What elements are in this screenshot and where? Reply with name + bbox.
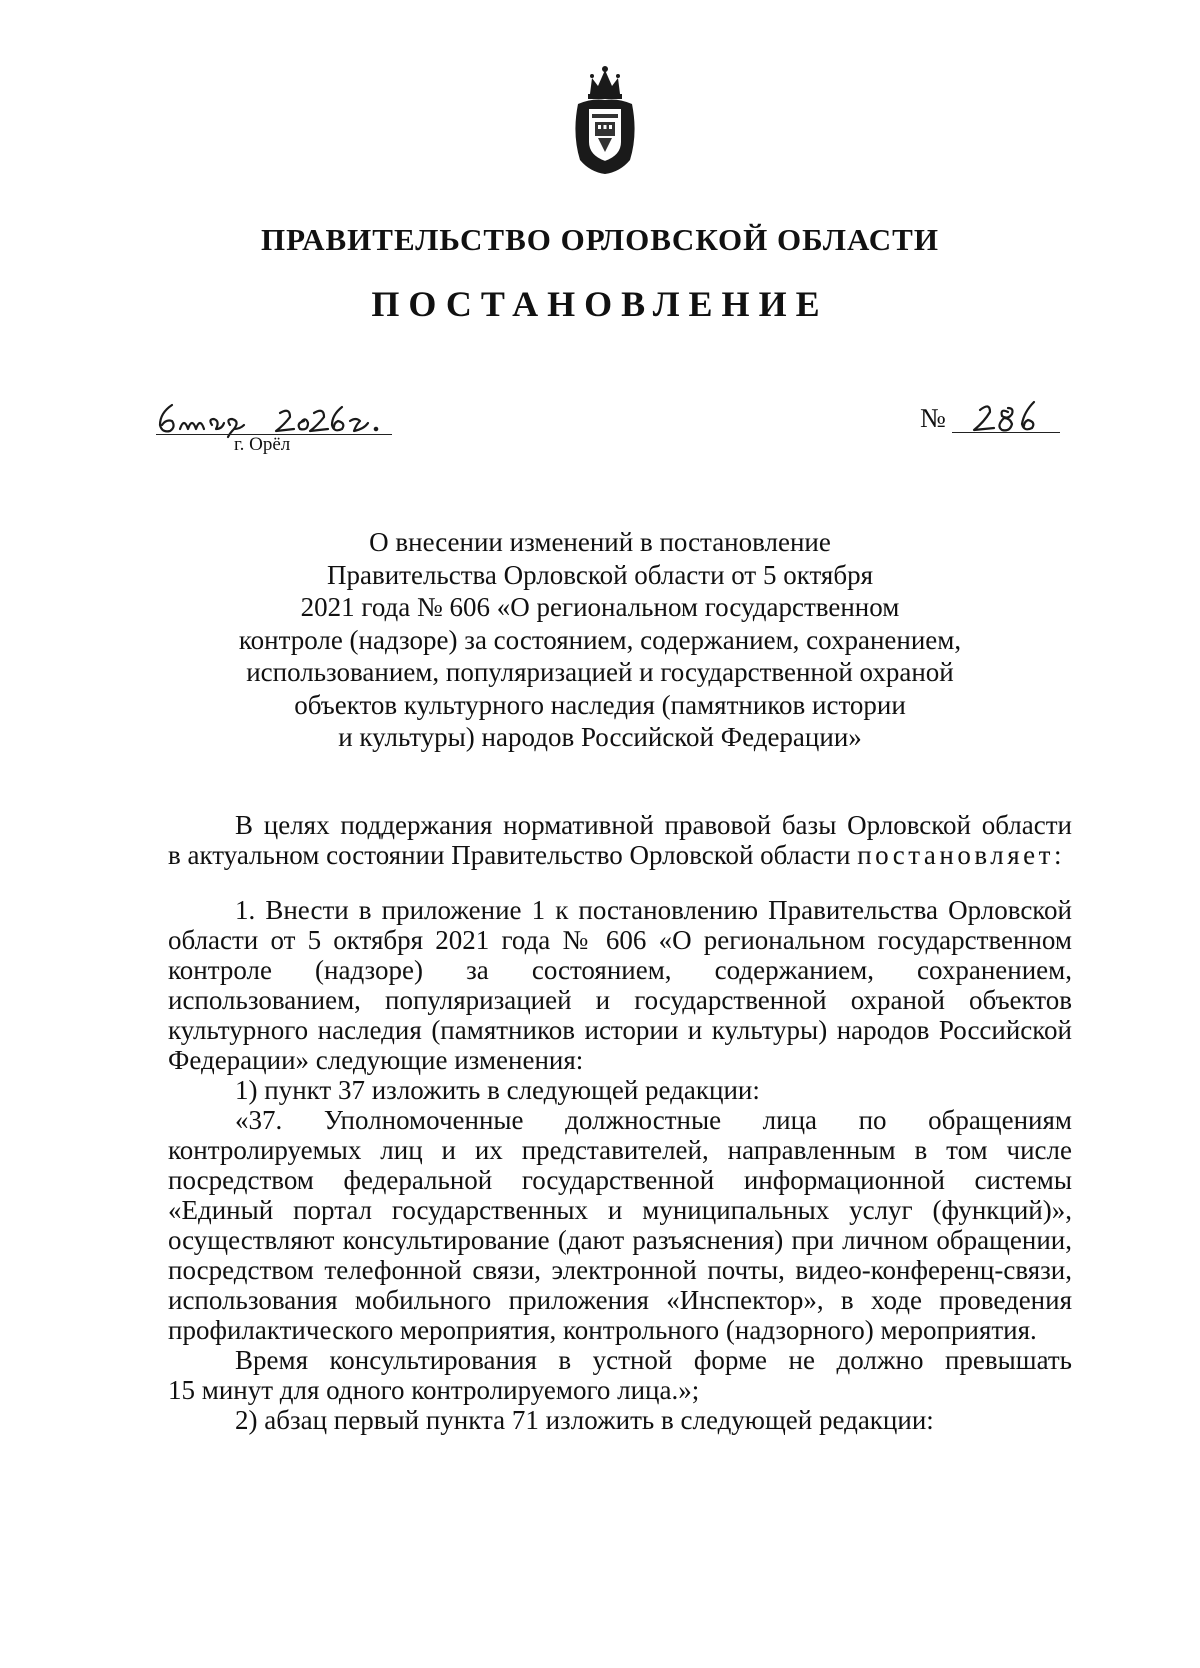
preamble-line: В целях поддержания нормативной правовой базы Орловской области (235, 810, 1072, 840)
city-name: г. Орёл (234, 434, 291, 455)
body-line: «Единый портал государственных и муниципальных услуг (функций)», (168, 1195, 1072, 1225)
subject-line: объектов культурного наследия (памятников истории (294, 689, 906, 720)
item-1-section (168, 895, 1072, 1435)
body-line: области от 5 октября 2021 года № 606 «О региональном государственном (168, 925, 1072, 955)
body-line: Время консультирования в устной форме не должно превышать (235, 1345, 1072, 1375)
body-line: 1) пункт 37 изложить в следующей редакции: (235, 1075, 760, 1105)
body-line: 1. Внести в приложение 1 к постановлению Правительства Орловской (235, 895, 1072, 925)
body-line: «37. Уполномоченные должностные лица по обращениям (235, 1105, 1072, 1135)
document-subject (180, 526, 1020, 754)
body-line: культурного наследия (памятников истории и культуры) народов Российской (168, 1015, 1072, 1045)
body-line: контролируемых лиц и их представителей, направленным в том числе (168, 1135, 1072, 1165)
body-line: использования мобильного приложения «Инспектор», в ходе проведения (168, 1285, 1072, 1315)
body-line: посредством телефонной связи, электронной почты, видео-конференц-связи, (168, 1255, 1072, 1285)
subject-line: Правительства Орловской области от 5 октября (326, 559, 874, 590)
body-line: использованием, популяризацией и государственной охраной объектов (168, 985, 1072, 1015)
body-line: Федерации» следующие изменения: (168, 1045, 584, 1075)
document-type-title: ПОСТАНОВЛЕНИЕ (371, 284, 829, 324)
government-name: ПРАВИТЕЛЬСТВО ОРЛОВСКОЙ ОБЛАСТИ (261, 222, 939, 257)
preamble-text: в актуальном состоянии Правительство Орловской области (168, 840, 858, 870)
preamble-line (168, 840, 1072, 870)
subject-line: О внесении изменений в постановление (369, 527, 831, 557)
subject-line: и культуры) народов Российской Федерации» (338, 722, 862, 752)
body-line: контроле (надзоре) за состоянием, содержанием, сохранением, (168, 955, 1072, 985)
preamble-colon: : (1053, 840, 1062, 870)
number-underline (952, 432, 1060, 433)
subject-line: контроле (надзоре) за состоянием, содержанием, сохранением, (238, 624, 962, 655)
body-line: посредством федеральной государственной информационной системы (168, 1165, 1072, 1195)
number-label: № (920, 403, 946, 433)
coat-of-arms-emblem (568, 64, 642, 176)
body-line: 15 минут для одного контролируемого лица.»; (168, 1375, 700, 1405)
resolves-word: постановляет (857, 840, 1054, 870)
subject-line: использованием, популяризацией и государственной охраной (246, 657, 954, 687)
body-line: осуществляют консультирование (дают разъяснения) при личном обращении, (168, 1225, 1072, 1255)
body-line: 2) абзац первый пункта 71 изложить в следующей редакции: (235, 1405, 934, 1435)
body-line: профилактического мероприятия, контрольного (надзорного) мероприятия. (168, 1315, 1037, 1345)
subject-line: 2021 года № 606 «О региональном государственном (300, 592, 900, 622)
preamble-paragraph (168, 810, 1072, 870)
